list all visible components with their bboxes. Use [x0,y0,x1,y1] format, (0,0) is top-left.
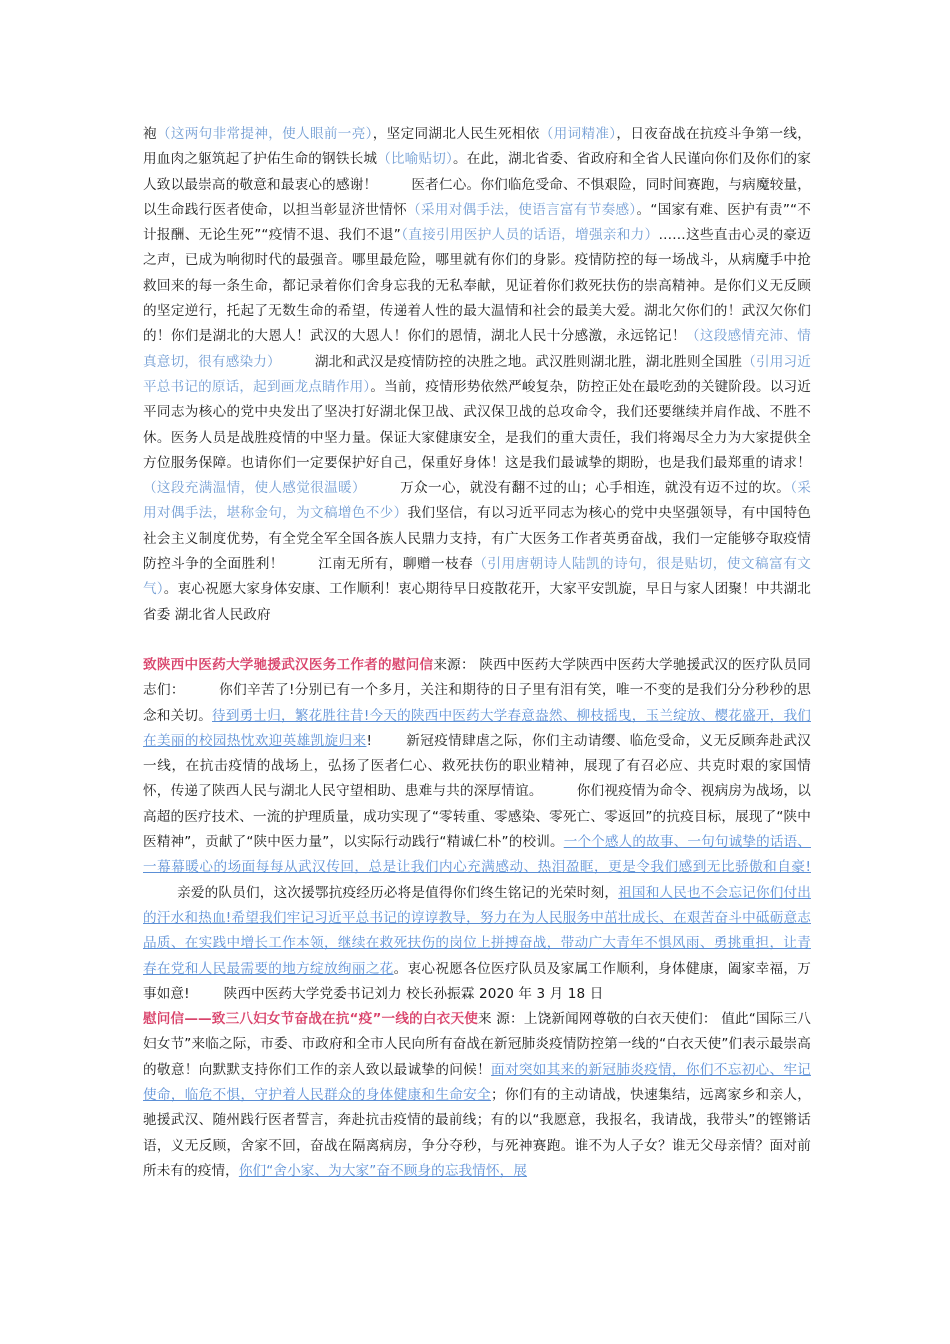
body-text: 。衷心祝愿各位医疗队员及家属工作顺利，身体健康，阖家幸福，万事如意! [143,960,811,1002]
highlighted-link-text[interactable]: 待到勇士归，繁花胜往昔!今天的陕西中医药大学春意盎然、柳枝摇曳，玉兰绽放、樱花盛开，我们在美丽的校园热忱欢迎英雄凯旋归来 [143,707,811,749]
body-text: ，坚定同湖北人民生死相依 [372,126,540,142]
annotation: （直接引用医护人员的话语，增强亲和力） [400,227,659,244]
body-text: 万众一心，就没有翻不过的山；心手相连，就没有迈不过的坎。 [399,480,791,497]
body-text: 医者仁心。你们临危受命、不惧艰险，同时间赛跑，与病魔较量，以生命践行医者使命，以担当彰显济世情怀 [143,176,811,218]
body-text: 。当前，疫情形势依然严峻复杂，防控正处在最吃劲的关键阶段。以习近平同志为核心的党中央发出了坚决打好湖北保卫战、武汉保卫战的总攻命令，我们还要继续并肩作战、不胜不休。医务人员是战胜疫情的中坚力量。保证大家健康安全，是我们的重大责任，我们将竭尽全力为大家提供全方位服务保障。也请你们一定要保护好自己，保重好身体！这是我们最诚挚的期盼，也是我们最郑重的请求！ [143,378,811,471]
body-text: ! [366,732,372,749]
annotation: （这段充满温情，使人感觉很温暖） [143,480,366,497]
annotation: （采用对偶手法，使语言富有节奏感） [407,201,637,218]
letter-title: 慰问信——致三八妇女节奋战在抗“疫”一线的白衣天使 [143,1011,478,1028]
annotation: （这两句非常提神，使人眼前一亮） [156,126,373,142]
annotation: （用词精准） [539,126,617,142]
highlighted-link-text[interactable]: 一个个感人的故事、一句句诚挚的话语、一幕幕暖心的场面每每从武汉传回，总是让我们内心充满感动、热泪盈眶，更是令我们感到无比骄傲和自豪! [143,834,811,876]
letter-shangrao [143,1007,811,1184]
body-text: ，日夜奋战在抗疫斗争第一线，用血肉之躯筑起了护佑生命的钢铁长城 [143,126,811,168]
body-text: 新冠疫情肆虐之际，你们主动请缨、临危受命，义无反顾奔赴武汉一线，在抗击疫情的战场上，弘扬了医者仁心、救死扶伤的职业精神，展现了有召必应、共克时艰的家国情怀，传递了陕西人民与湖北人民守望相助、患难与共的深厚情谊。 [143,732,811,800]
body-text: 。在此，湖北省委、省政府和全省人民谨向你们及你们的家人致以最崇高的敬意和最衷心的感谢！ [143,151,811,193]
annotation: （引用习近平总书记的原话，起到画龙点睛作用） [143,353,811,395]
highlighted-link-text[interactable]: 你们“舍小家、为大家”奋不顾身的忘我情怀，展 [238,1162,528,1179]
body-text: 我们坚信，有以习近平同志为核心的党中央坚强领导，有中国特色社会主义制度优势，有全党全军全国各族人民鼎力支持，有广大医务工作者英勇奋战，我们一定能够夺取疫情防控斗争的全面胜利！ [143,505,811,573]
body-text: 。“国家有难、医护有责”“不计报酬、无论生死”“疫情不退、我们不退” [143,201,811,244]
letter-shaanxi [143,653,811,1007]
body-text: ；你们有的主动请战，快速集结，远离家乡和亲人，驰援武汉、随州践行医者誓言，奔赴抗击疫情的最前线；有的以“我愿意，我报名，我请战，我带头”的铿锵话语，义无反顾，舍家不回，奋战在隔离病房，争分夺秒，与死神赛跑。谁不为人子女？谁无父母亲情？面对前所未有的疫情， [143,1086,811,1179]
letter-hubei [143,122,811,628]
document-page [143,122,811,1184]
highlighted-link-text[interactable]: 面对突如其来的新冠肺炎疫情，你们不忘初心、牢记使命，临危不惧，守护着人民群众的身体健康和生命安全 [143,1061,811,1103]
body-text: 袍 [143,126,157,142]
body-text: 。衷心祝愿大家身体安康、工作顺利！衷心期待早日疫散花开，大家平安凯旋，早日与家人团聚！中共湖北省委 湖北省人民政府 [143,581,811,623]
annotation: （比喻贴切） [377,151,453,168]
body-text: 你们视疫情为命令、视病房为战场，以高超的医疗技术、一流的护理质量，成功实现了“零转重、零感染、零死亡、零返回”的抗疫目标，展现了“陕中医精神”，贡献了“陕中医力量”，以实际行动践行“精诚仁朴”的校训。 [143,783,811,851]
letter-title: 致陕西中医药大学驰援武汉医务工作者的慰问信 [143,656,434,673]
body-text: 湖北和武汉是疫情防控的决胜之地。武汉胜则湖北胜，湖北胜则全国胜 [314,353,743,370]
body-text: 江南无所有，聊赠一枝春 [317,556,474,573]
body-text: 你们辛苦了!分别已有一个多月，关注和期待的日子里有泪有笑，唯一不变的是我们分分秒秒的思念和关切。 [143,682,811,724]
body-text: 亲爱的队员们，这次援鄂抗疫经历必将是值得你们终生铭记的光荣时刻， [177,884,619,901]
body-text: ……这些直击心灵的豪迈之声，已成为响彻时代的最强音。哪里最危险，哪里就有你们的身影。疫情防控的每一场战斗，从病魔手中抢救回来的每一条生命，都记录着你们舍身忘我的无私奉献，见证着你们救死扶伤的崇高精神。是你们义无反顾的坚定逆行，托起了无数生命的希望，传递着人性的最大温情和社会的最美大爱。湖北欠你们的！武汉欠你们的！你们是湖北的大恩人！武汉的大恩人！你们的恩情，湖北人民十分感激，永远铭记！ [143,227,811,345]
body-text: 来源： 陕西中医药大学陕西中医药大学驰援武汉的医疗队员同志们： [143,656,811,699]
annotation: （采用对偶手法，堪称金句，为文稿增色不少） [143,480,811,522]
annotation: （这段感情充沛、情真意切，很有感染力） [143,328,811,370]
annotation: （引用唐朝诗人陆凯的诗句，很是贴切，使文稿富有文气） [143,556,811,598]
body-text: 来 源：上饶新闻网尊敬的白衣天使们： 值此“国际三八妇女节”来临之际，市委、市政府和全市人民向所有奋战在新冠肺炎疫情防控第一线的“白衣天使”们表示最崇高的敬意！向默默支持你们工作的亲人致以最诚挚的问候！ [143,1011,811,1078]
highlighted-link-text[interactable]: 祖国和人民也不会忘记你们付出的汗水和热血!希望我们牢记习近平总书记的谆谆教导，努力在为人民服务中茁壮成长、在艰苦奋斗中砥砺意志品质、在实践中增长工作本领，继续在救死扶伤的岗位上拼搏奋战，带动广大青年不惧风雨、勇挑重担，让青春在党和人民最需要的地方绽放绚丽之花 [143,884,811,977]
body-text: 陕西中医药大学党委书记刘力 校长孙振霖 2020 年 3 月 18 日 [223,985,604,1002]
